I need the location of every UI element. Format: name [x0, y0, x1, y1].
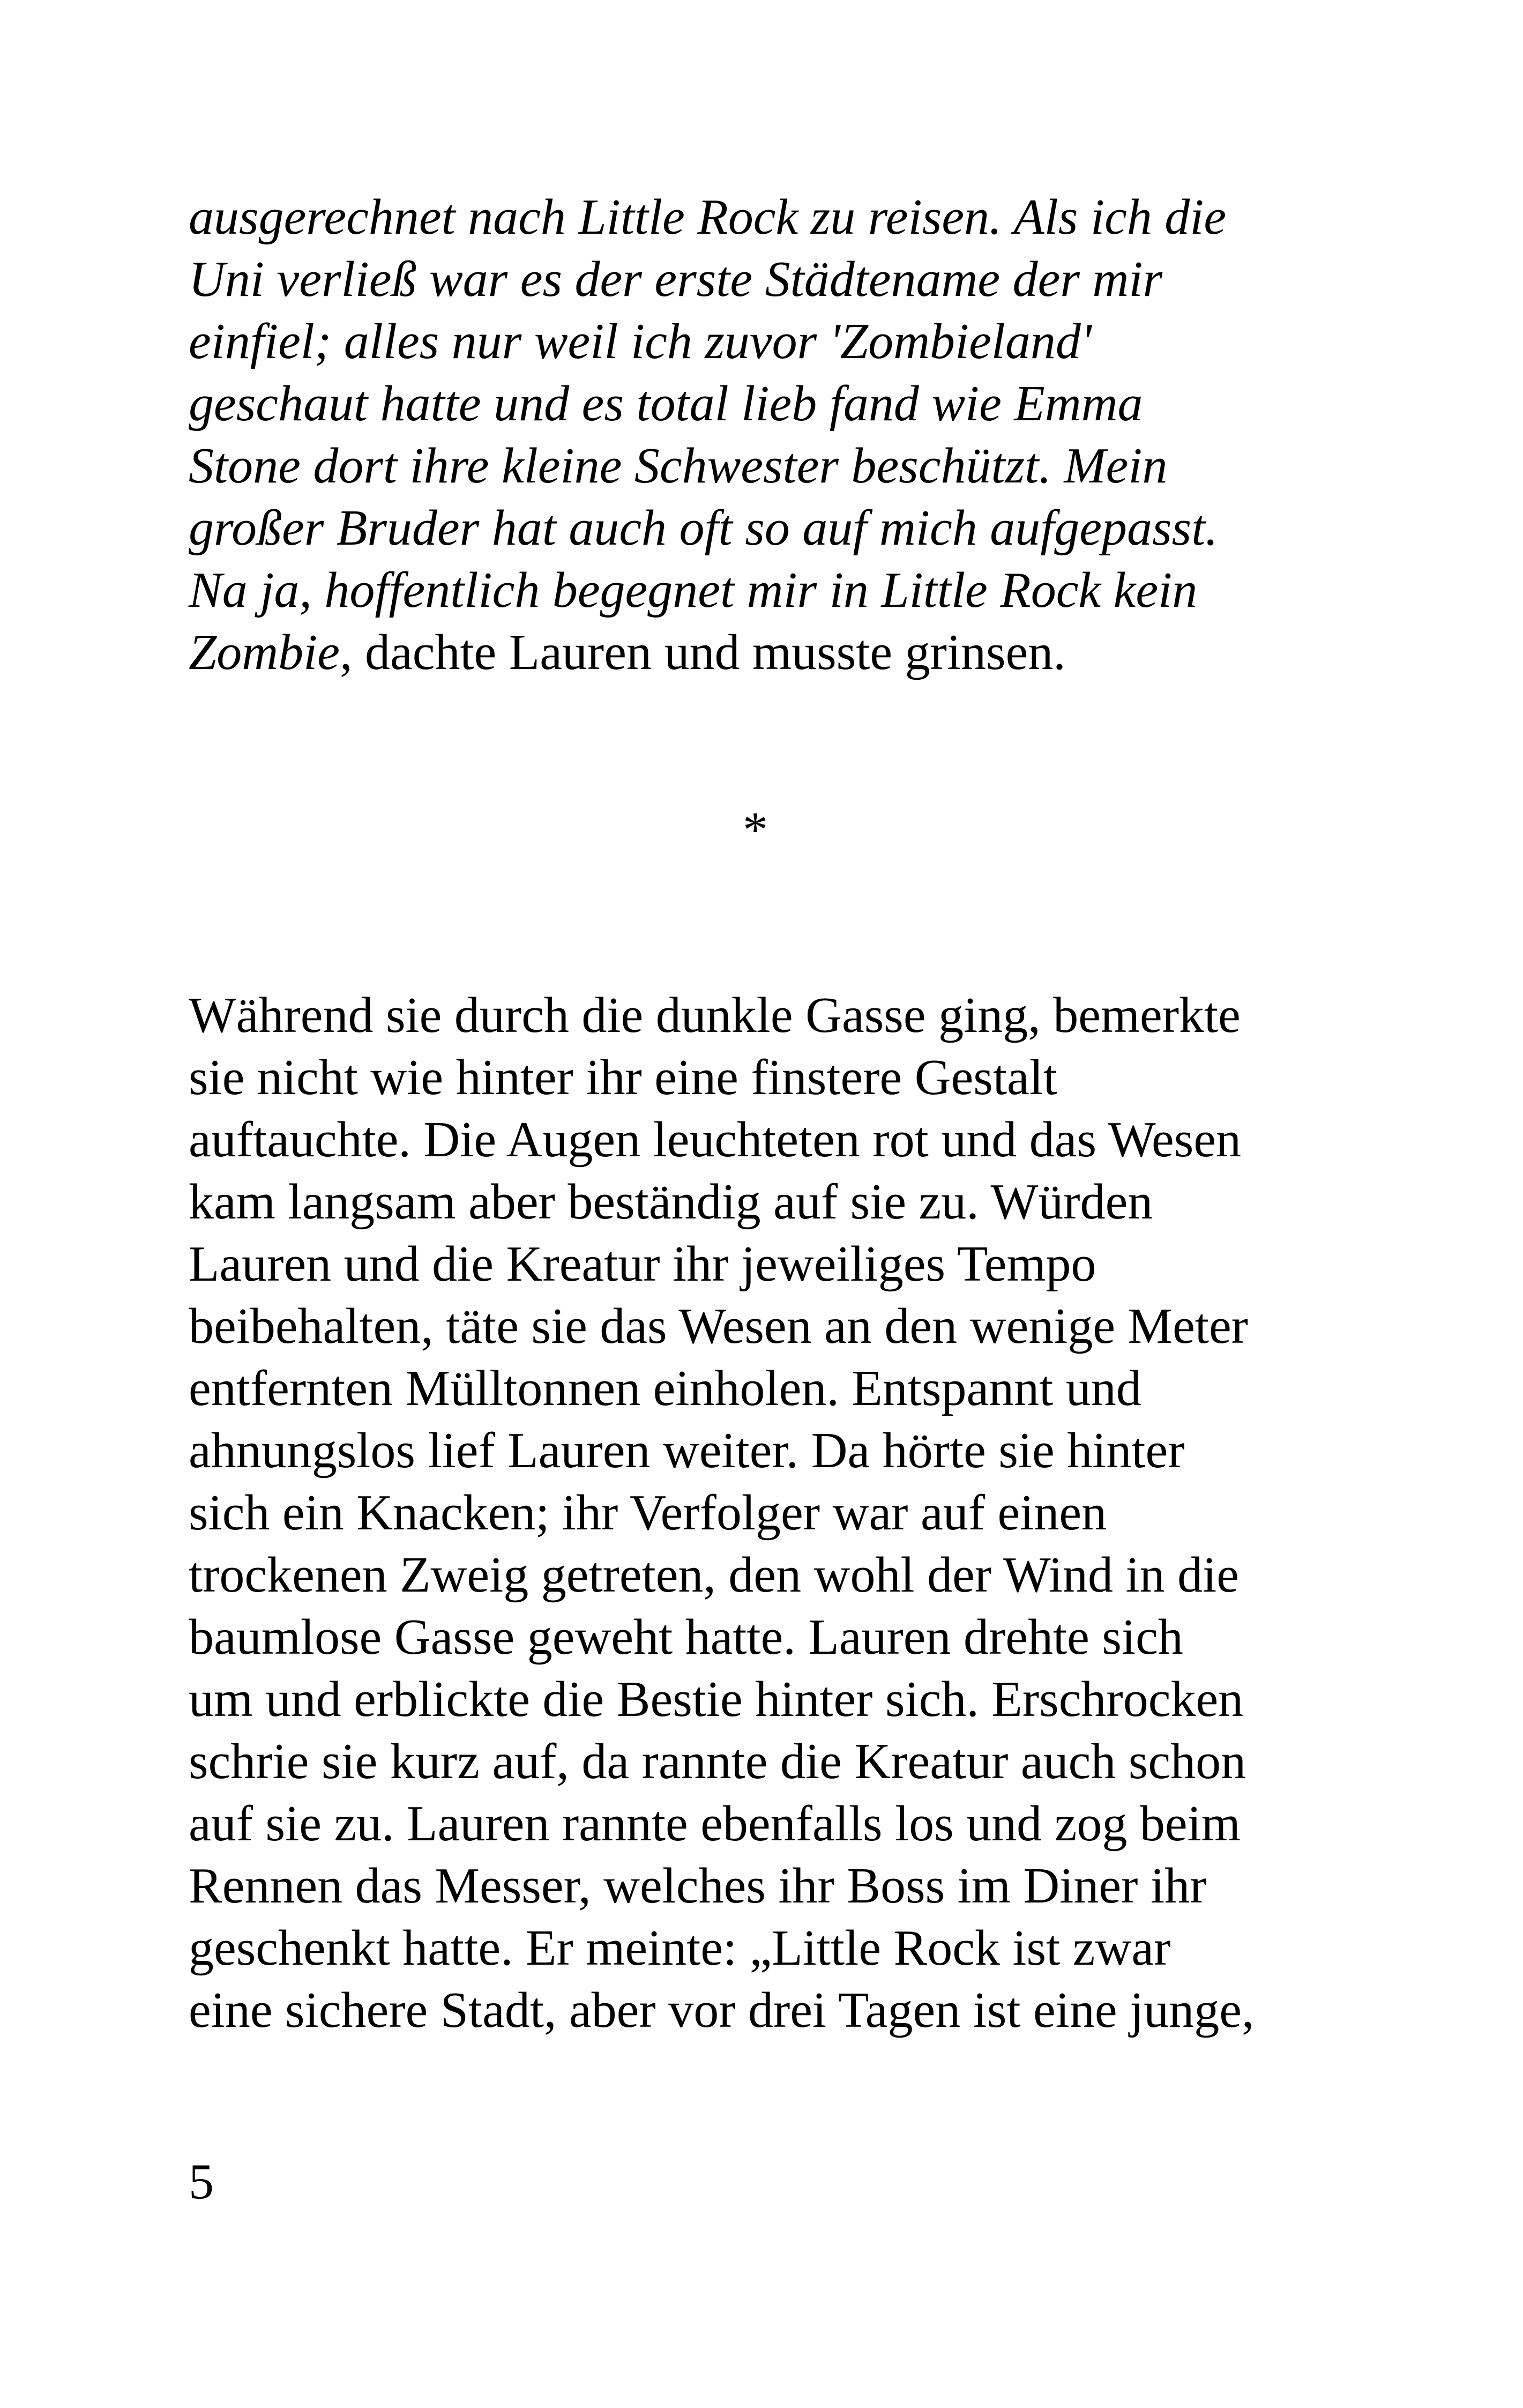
text-line: geschenkt hatte. Er meinte: „Little Rock ist zwar	[189, 1920, 1171, 1976]
text-line: großer Bruder hat auch oft so auf mich aufgepasst.	[189, 500, 1218, 556]
text-line: Stone dort ihre kleine Schwester beschützt. Mein	[189, 438, 1168, 494]
upright-text: , dachte Lauren und musste grinsen.	[340, 625, 1066, 680]
asterisk-separator: *	[743, 802, 768, 858]
text-line: Uni verließ war es der erste Städtename der mir	[189, 251, 1163, 307]
text-line: trockenen Zweig getreten, den wohl der Wind in die	[189, 1547, 1240, 1603]
text-line: auf sie zu. Lauren rannte ebenfalls los und zog beim	[189, 1796, 1241, 1852]
text-line: entfernten Mülltonnen einholen. Entspannt und	[189, 1361, 1141, 1416]
text-line: Während sie durch die dunkle Gasse ging, bemerkte	[189, 987, 1241, 1043]
text-line: Na ja, hoffentlich begegnet mir in Little Rock kein	[189, 562, 1198, 618]
text-line: kam langsam aber beständig auf sie zu. Würden	[189, 1174, 1153, 1230]
italic-thought-paragraph	[189, 186, 1368, 683]
page-number: 5	[189, 2154, 214, 2210]
text-line: einfiel; alles nur weil ich zuvor 'Zombieland'	[189, 314, 1092, 369]
text-line: Rennen das Messer, welches ihr Boss im Diner ihr	[189, 1858, 1207, 1914]
text-line: geschaut hatte und es total lieb fand wie Emma	[189, 376, 1143, 432]
text-line: Lauren und die Kreatur ihr jeweiliges Tempo	[189, 1236, 1096, 1292]
text-line: auftauchte. Die Augen leuchteten rot und das Wesen	[189, 1112, 1242, 1168]
text-line: ausgerechnet nach Little Rock zu reisen. Als ich die	[189, 189, 1227, 245]
text-line: eine sichere Stadt, aber vor drei Tagen ist eine junge,	[189, 1982, 1255, 2038]
text-line: um und erblickte die Bestie hinter sich. Erschrocken	[189, 1671, 1244, 1727]
text-line: beibehalten, täte sie das Wesen an den wenige Meter	[189, 1298, 1248, 1354]
text-line: ahnungslos lief Lauren weiter. Da hörte sie hinter	[189, 1423, 1185, 1478]
text-line: sich ein Knacken; ihr Verfolger war auf einen	[189, 1485, 1107, 1541]
italic-word: Zombie	[189, 625, 340, 680]
narrative-paragraph	[189, 984, 1368, 2041]
text-line: sie nicht wie hinter ihr eine finstere Gestalt	[189, 1050, 1057, 1105]
text-line-mixed	[189, 621, 1368, 683]
text-line: baumlose Gasse geweht hatte. Lauren drehte sich	[189, 1609, 1183, 1665]
text-line: schrie sie kurz auf, da rannte die Kreatur auch schon	[189, 1734, 1246, 1789]
